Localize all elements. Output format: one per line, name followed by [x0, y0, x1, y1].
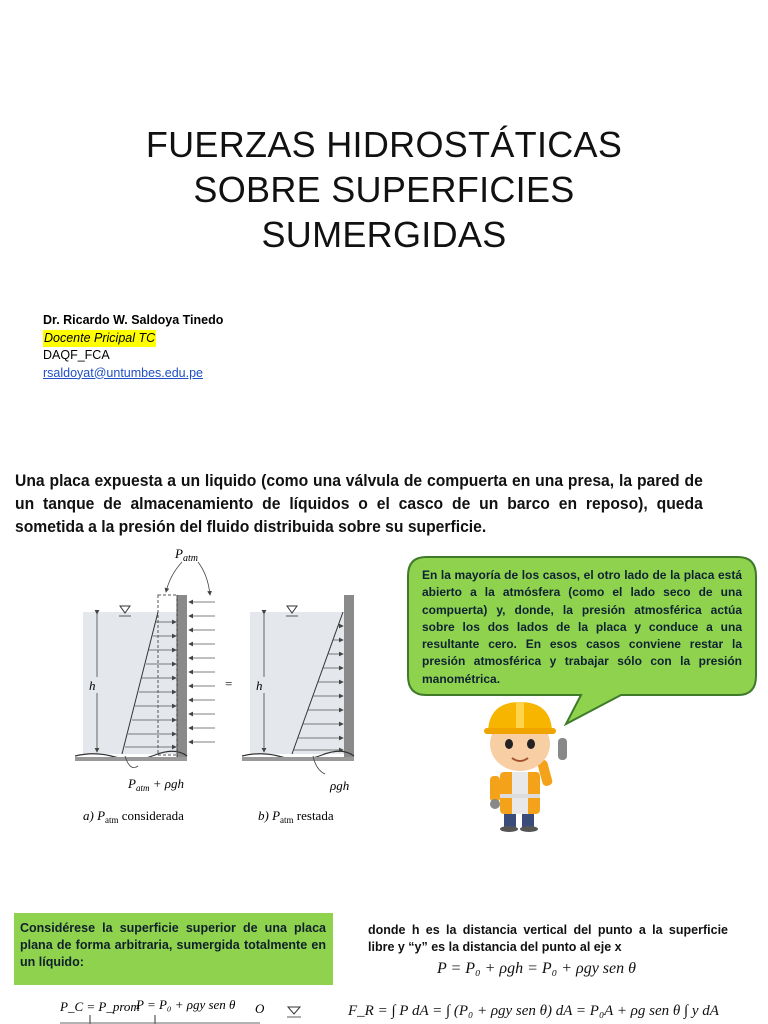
title-line-3: SUMERGIDAS	[261, 214, 507, 255]
tank-a	[75, 562, 215, 768]
worker-character-icon	[476, 700, 586, 832]
h-label-a: h	[89, 678, 96, 693]
title-line-2: SOBRE SUPERFICIES	[193, 169, 575, 210]
author-block	[43, 312, 223, 382]
p-atm-rho-gh-label: $P_{atm} + \rho gh$	[128, 776, 184, 793]
page-title	[0, 122, 768, 257]
resultant-force-equation: F_R = ∫ P dA = ∫ (P₀ + ρgy sen θ) dA = P₀A + ρg sen θ ∫ y dA	[348, 1003, 719, 1019]
p-formula-label: P = P₀ + ρgy sen θ	[136, 997, 236, 1012]
equals-sign: =	[225, 676, 233, 691]
title-line-1: FUERZAS HIDROSTÁTICAS	[145, 124, 623, 165]
author-email-link[interactable]: rsaldoyat@untumbes.edu.pe	[43, 365, 204, 380]
author-role: Docente Pricipal TC	[43, 330, 156, 348]
origin-label: O	[255, 1001, 265, 1016]
author-department: DAQF_FCA	[43, 348, 110, 362]
green-box-text: Considérese la superficie superior de una placa plana de forma arbitraria, sumergida totalmente en un líquido:	[20, 921, 326, 969]
author-name: Dr. Ricardo W. Saldoya Tinedo	[43, 313, 224, 327]
bubble-text: En la mayoría de los casos, el otro lado de la placa está abierto a la atmósfera (como el lado seco de una compuerta) y, donde, la presión atmosférica actúa sobre los dos lados de la placa y conduce a una resultante cero. En esos casos conviene restar la presión atmosférica y trabajar sólo con la presión manométrica.	[422, 568, 742, 686]
p-atm-top-label: $P_{atm}$	[175, 546, 198, 564]
distance-explanation: donde h es la distancia vertical del punto a la superficie libre y “y” es la distancia del punto al eje x	[368, 923, 728, 954]
rho-gh-label: ρgh	[330, 778, 350, 793]
caption-b: b) $P_{atm}$ restada	[258, 808, 334, 825]
pc-label: P_C = P_prom	[60, 999, 140, 1014]
h-label-b: h	[256, 678, 263, 693]
plate-figure	[60, 995, 330, 1024]
intro-paragraph: Una placa expuesta a un liquido (como una válvula de compuerta en una presa, la pared de un tanque de almacenamiento de líquidos o el casco de un barco en reposo), queda sometida a la presión del fluido distribuida sobre su superficie.	[15, 472, 703, 536]
pressure-equation: P = P₀ + ρgh = P₀ + ρgy sen θ	[437, 960, 636, 977]
pressure-diagram	[70, 540, 360, 840]
caption-a: a) $P_{atm}$ considerada	[83, 808, 184, 825]
